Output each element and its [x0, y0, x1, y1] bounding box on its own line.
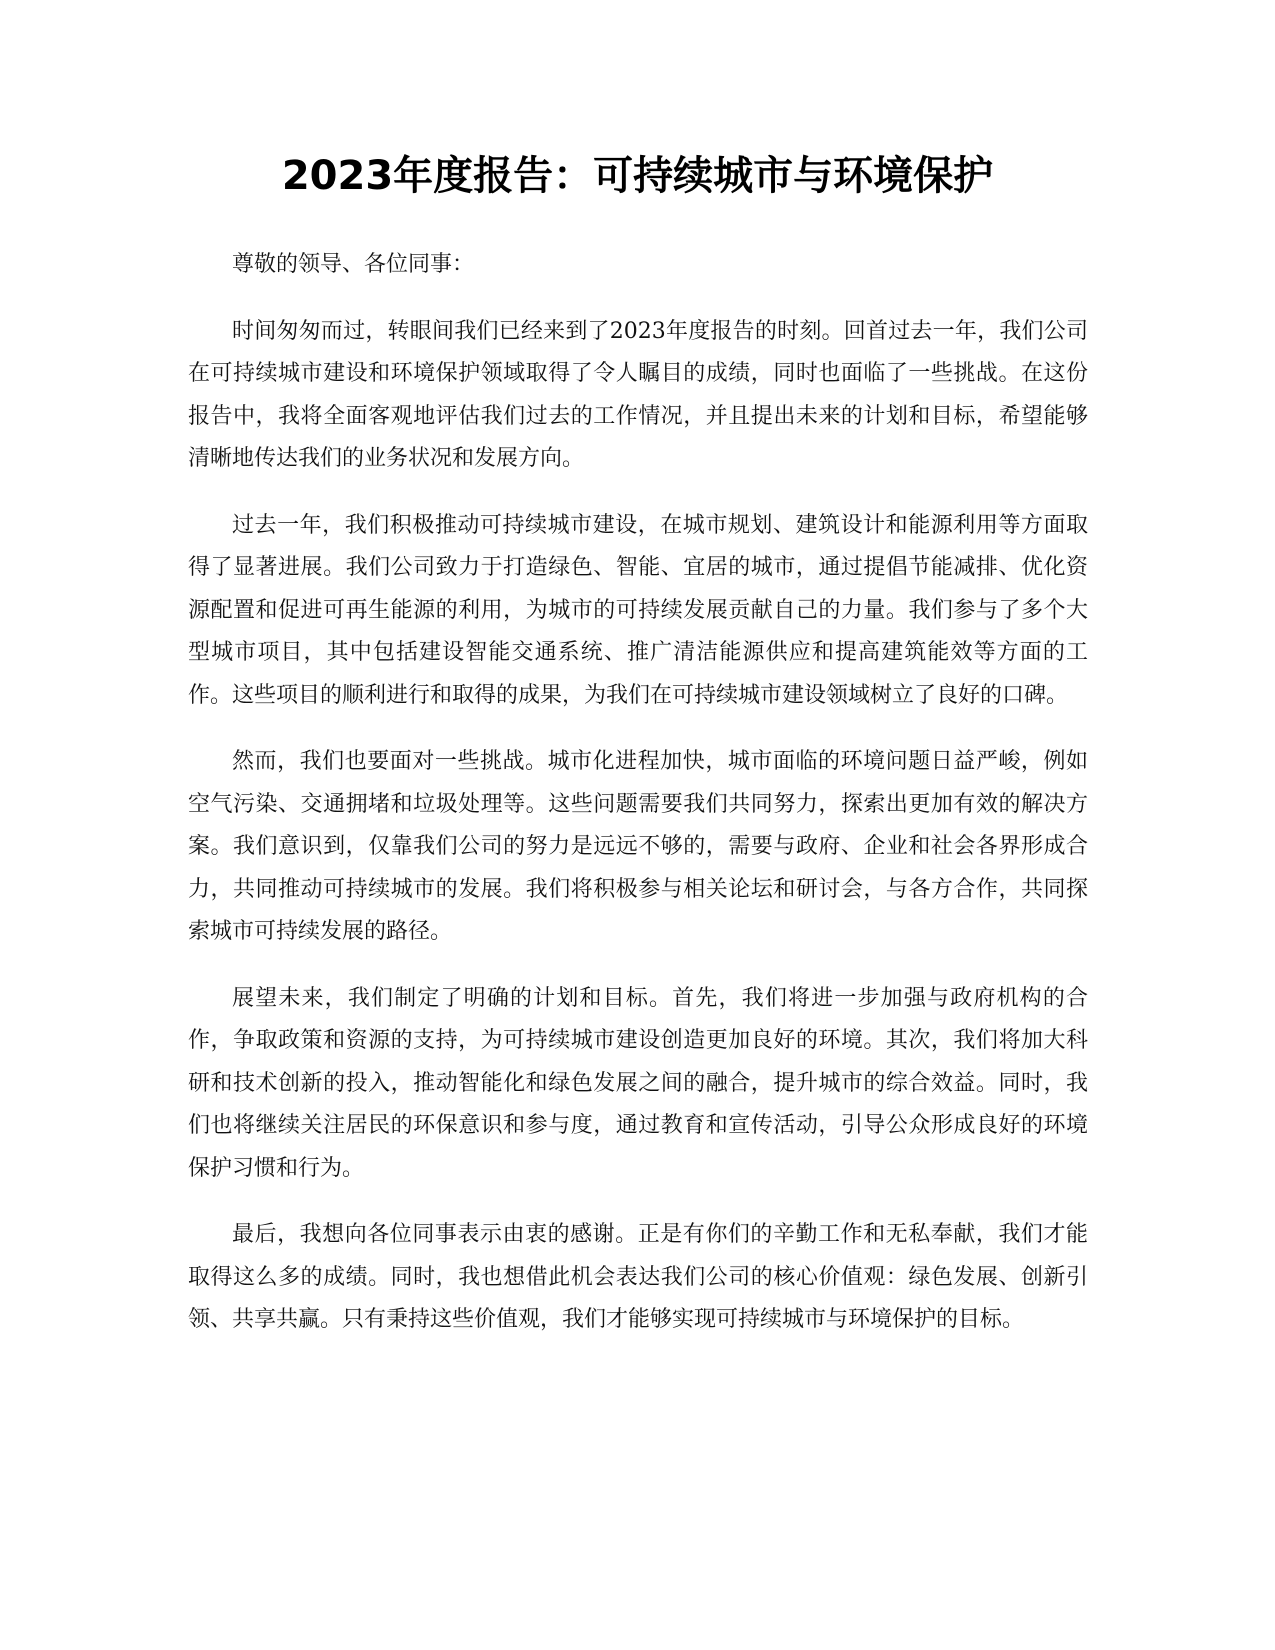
- paragraph-intro: 时间匆匆而过，转眼间我们已经来到了2023年度报告的时刻。回首过去一年，我们公司在可持续城市建设和环境保护领域取得了令人瞩目的成绩，同时也面临了一些挑战。在这份报告中，我将全面客观地评估我们过去的工作情况，并且提出未来的计划和目标，希望能够清晰地传达我们的业务状况和发展方向。: [188, 318, 1088, 471]
- paragraph-challenges: 然而，我们也要面对一些挑战。城市化进程加快，城市面临的环境问题日益严峻，例如空气污染、交通拥堵和垃圾处理等。这些问题需要我们共同努力，探索出更加有效的解决方案。我们意识到，仅靠我们公司的努力是远远不够的，需要与政府、企业和社会各界形成合力，共同推动可持续城市的发展。我们将积极参与相关论坛和研讨会，与各方合作，共同探索城市可持续发展的路径。: [188, 749, 1088, 944]
- salutation: 尊敬的领导、各位同事：: [232, 252, 475, 277]
- paragraph-outlook: 展望未来，我们制定了明确的计划和目标。首先，我们将进一步加强与政府机构的合作，争取政策和资源的支持，为可持续城市建设创造更加良好的环境。其次，我们将加大科研和技术创新的投入，推动智能化和绿色发展之间的融合，提升城市的综合效益。同时，我们也将继续关注居民的环保意识和参与度，通过教育和宣传活动，引导公众形成良好的环境保护习惯和行为。: [188, 985, 1088, 1181]
- paragraph-closing: 最后，我想向各位同事表示由衷的感谢。正是有你们的辛勤工作和无私奉献，我们才能取得这么多的成绩。同时，我也想借此机会表达我们公司的核心价值观：绿色发展、创新引领、共享共赢。只有秉持这些价值观，我们才能够实现可持续城市与环境保护的目标。: [188, 1222, 1088, 1332]
- document-title: 2023年度报告：可持续城市与环境保护: [281, 153, 994, 199]
- paragraph-progress: 过去一年，我们积极推动可持续城市建设，在城市规划、建筑设计和能源利用等方面取得了显著进展。我们公司致力于打造绿色、智能、宜居的城市，通过提倡节能减排、优化资源配置和促进可再生能源的利用，为城市的可持续发展贡献自己的力量。我们参与了多个大型城市项目，其中包括建设智能交通系统、推广清洁能源供应和提高建筑能效等方面的工作。这些项目的顺利进行和取得的成果，为我们在可持续城市建设领域树立了良好的口碑。: [188, 512, 1088, 708]
- document-body: [188, 244, 1088, 1366]
